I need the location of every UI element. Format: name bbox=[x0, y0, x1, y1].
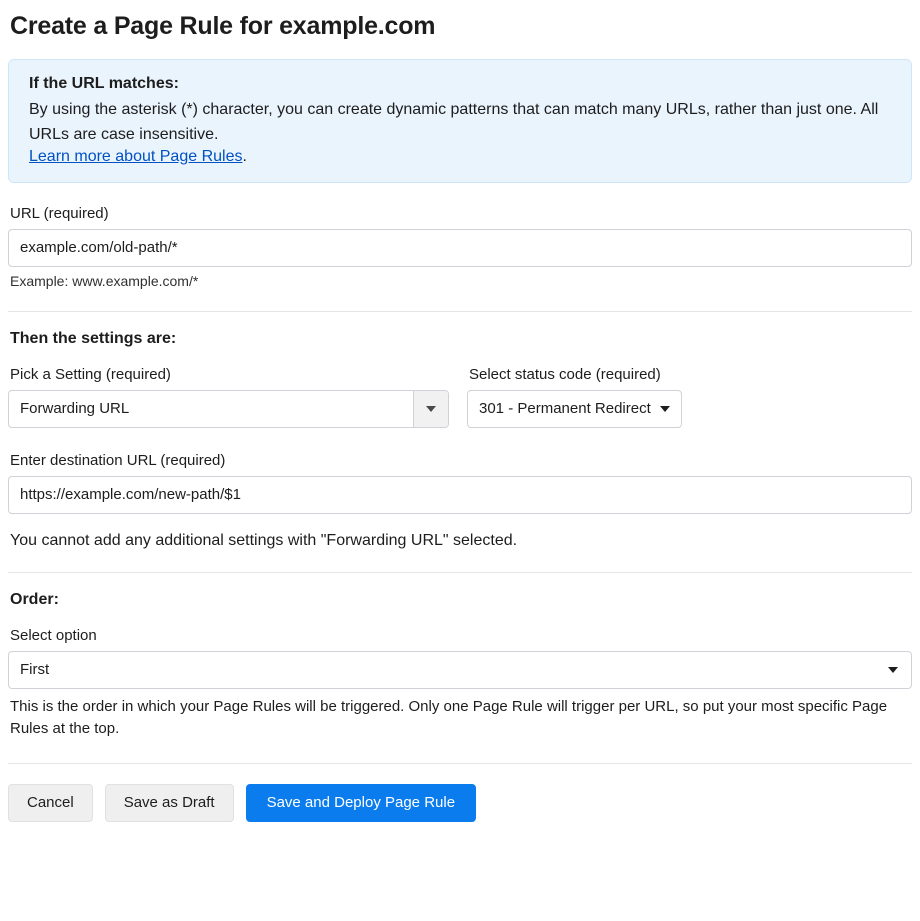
chevron-down-icon bbox=[426, 406, 436, 412]
save-and-deploy-button[interactable]: Save and Deploy Page Rule bbox=[246, 784, 476, 822]
url-field-hint: Example: www.example.com/* bbox=[10, 272, 199, 289]
destination-url-input[interactable] bbox=[8, 476, 912, 514]
pick-setting-label: Pick a Setting (required) bbox=[10, 365, 171, 383]
pick-setting-dropdown-button[interactable] bbox=[413, 391, 448, 427]
info-box-text: By using the asterisk (*) character, you can create dynamic patterns that can match many URLs, rather than just one. All URLs are case insensitive. bbox=[29, 101, 879, 143]
settings-heading: Then the settings are: bbox=[10, 329, 177, 347]
action-buttons bbox=[8, 784, 912, 822]
pick-setting-group bbox=[8, 366, 449, 428]
forwarding-url-note: You cannot add any additional settings with "Forwarding URL" selected. bbox=[10, 531, 518, 549]
pick-setting-select[interactable] bbox=[8, 390, 449, 428]
pick-setting-value: Forwarding URL bbox=[20, 400, 130, 418]
url-match-info-box bbox=[8, 59, 912, 183]
url-input[interactable] bbox=[8, 229, 912, 267]
order-select-label: Select option bbox=[10, 626, 97, 644]
order-heading: Order: bbox=[10, 590, 59, 608]
order-hint: This is the order in which your Page Rules will be triggered. Only one Page Rule will trigger per URL, so put your most specific Page Rules at the top. bbox=[10, 697, 888, 738]
learn-more-link[interactable]: Learn more about Page Rules bbox=[29, 147, 243, 165]
status-code-group bbox=[467, 366, 708, 428]
chevron-down-icon bbox=[660, 406, 670, 412]
status-code-value: 301 - Permanent Redirect bbox=[479, 400, 651, 418]
cancel-button[interactable]: Cancel bbox=[8, 784, 93, 822]
divider-settings bbox=[8, 311, 912, 312]
divider-actions bbox=[8, 763, 912, 764]
url-field-label: URL (required) bbox=[10, 204, 109, 222]
divider-order bbox=[8, 572, 912, 573]
info-box-link-row bbox=[29, 148, 891, 166]
save-as-draft-button[interactable]: Save as Draft bbox=[105, 784, 234, 822]
page-title: Create a Page Rule for example.com bbox=[10, 12, 436, 40]
settings-row bbox=[8, 366, 912, 428]
order-select-value: First bbox=[20, 661, 50, 679]
chevron-down-icon bbox=[888, 667, 898, 673]
info-box-title: If the URL matches: bbox=[29, 75, 179, 92]
info-link-period: . bbox=[242, 147, 247, 165]
destination-url-label: Enter destination URL (required) bbox=[10, 451, 226, 469]
status-code-label: Select status code (required) bbox=[469, 365, 661, 383]
status-code-select[interactable] bbox=[467, 390, 682, 428]
order-select[interactable] bbox=[8, 651, 912, 689]
